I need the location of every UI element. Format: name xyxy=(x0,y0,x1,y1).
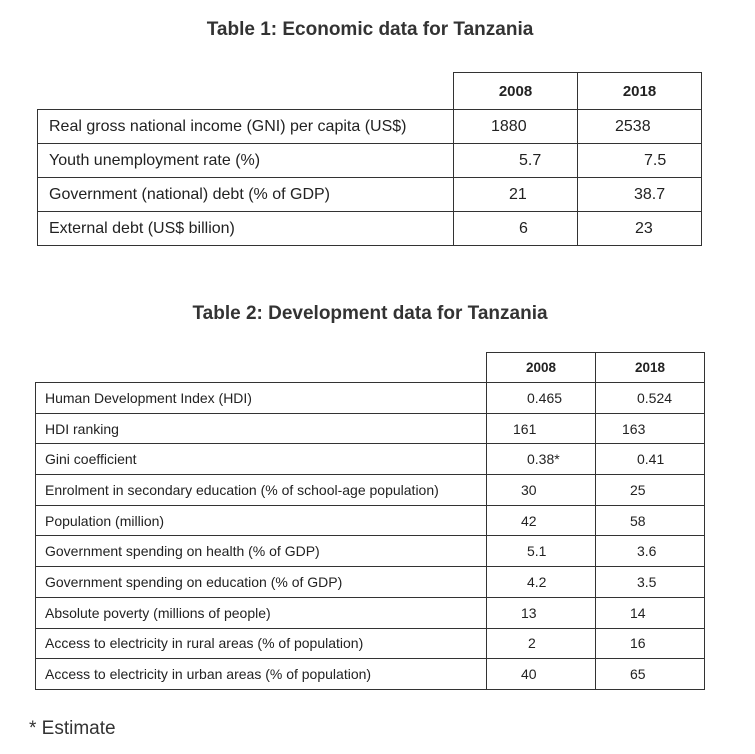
row-label: Youth unemployment rate (%) xyxy=(38,144,454,178)
value-2018: 14 xyxy=(596,597,705,628)
value-2018: 7.5 xyxy=(578,144,702,178)
value-2008: 0.465 xyxy=(487,383,596,414)
value-2008: 5.1 xyxy=(487,536,596,567)
row-label: Population (million) xyxy=(36,505,487,536)
row-label: Human Development Index (HDI) xyxy=(36,383,487,414)
table-row xyxy=(36,628,705,659)
value-2008: 4.2 xyxy=(487,567,596,598)
value-2018: 23 xyxy=(578,212,702,246)
value-2018: 0.524 xyxy=(596,383,705,414)
row-label: HDI ranking xyxy=(36,413,487,444)
table-row xyxy=(36,505,705,536)
table1-header-blank xyxy=(38,73,454,110)
row-label: Access to electricity in rural areas (% of population) xyxy=(36,628,487,659)
table-row xyxy=(36,536,705,567)
value-2018: 38.7 xyxy=(578,178,702,212)
value-2008: 6 xyxy=(454,212,578,246)
value-2008: 0.38* xyxy=(487,444,596,475)
table1-header-2008: 2008 xyxy=(454,73,578,110)
value-2018: 163 xyxy=(596,413,705,444)
row-label: Enrolment in secondary education (% of school-age population) xyxy=(36,475,487,506)
table1-header-row xyxy=(38,73,702,110)
value-2018: 16 xyxy=(596,628,705,659)
value-2008: 21 xyxy=(454,178,578,212)
value-2018: 0.41 xyxy=(596,444,705,475)
table-row xyxy=(36,475,705,506)
row-label: Access to electricity in urban areas (% of population) xyxy=(36,659,487,690)
row-label: Gini coefficient xyxy=(36,444,487,475)
value-2008: 30 xyxy=(487,475,596,506)
table-row xyxy=(36,383,705,414)
table2-header-2018: 2018 xyxy=(596,353,705,383)
table-row xyxy=(38,212,702,246)
value-2018: 3.6 xyxy=(596,536,705,567)
table2-title: Table 2: Development data for Tanzania xyxy=(192,303,548,324)
row-label: Real gross national income (GNI) per capita (US$) xyxy=(38,110,454,144)
value-2008: 161 xyxy=(487,413,596,444)
value-2008: 1880 xyxy=(454,110,578,144)
row-label: External debt (US$ billion) xyxy=(38,212,454,246)
value-2008: 5.7 xyxy=(454,144,578,178)
table-row xyxy=(38,144,702,178)
value-2018: 3.5 xyxy=(596,567,705,598)
development-data-table xyxy=(35,352,705,690)
value-2008: 2 xyxy=(487,628,596,659)
row-label: Government (national) debt (% of GDP) xyxy=(38,178,454,212)
table-row xyxy=(36,413,705,444)
table2-header-2008: 2008 xyxy=(487,353,596,383)
table-row xyxy=(36,444,705,475)
table-row xyxy=(36,567,705,598)
value-2018: 65 xyxy=(596,659,705,690)
table2-header-row xyxy=(36,353,705,383)
value-2018: 2538 xyxy=(578,110,702,144)
row-label: Government spending on health (% of GDP) xyxy=(36,536,487,567)
table-row xyxy=(36,597,705,628)
value-2008: 42 xyxy=(487,505,596,536)
row-label: Absolute poverty (millions of people) xyxy=(36,597,487,628)
row-label: Government spending on education (% of GDP) xyxy=(36,567,487,598)
economic-data-table xyxy=(37,72,702,246)
estimate-footnote: * Estimate xyxy=(29,718,116,739)
value-2018: 25 xyxy=(596,475,705,506)
table-row xyxy=(38,110,702,144)
table-row xyxy=(38,178,702,212)
table-row xyxy=(36,659,705,690)
table1-title: Table 1: Economic data for Tanzania xyxy=(206,19,534,40)
table1-header-2018: 2018 xyxy=(578,73,702,110)
table2-header-blank xyxy=(36,353,487,383)
value-2008: 13 xyxy=(487,597,596,628)
value-2018: 58 xyxy=(596,505,705,536)
value-2008: 40 xyxy=(487,659,596,690)
